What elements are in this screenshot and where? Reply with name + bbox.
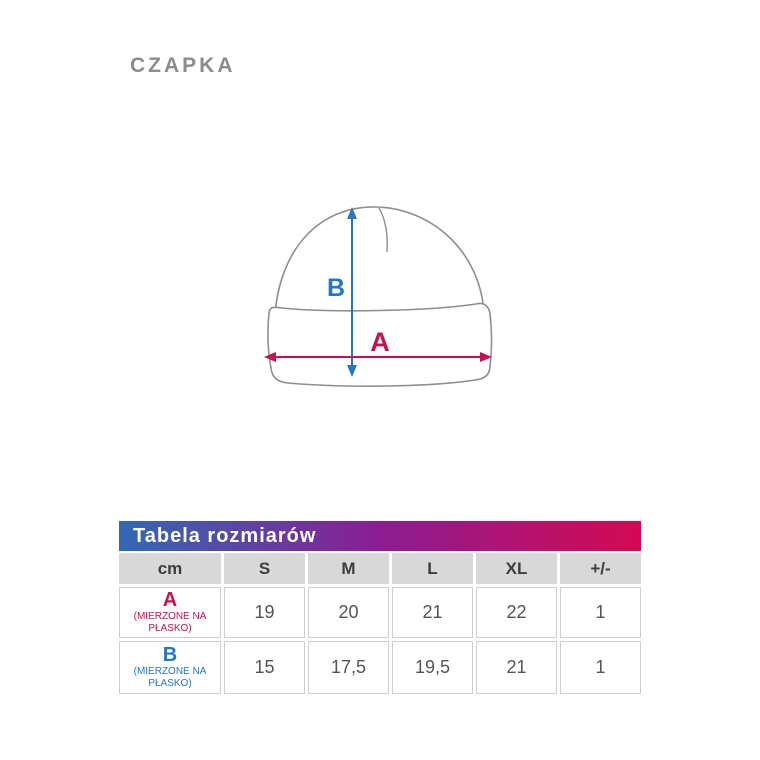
hat-outline-drawing [250, 190, 510, 400]
size-table-title: Tabela rozmiarów [119, 521, 641, 551]
row-b-sublabel: (MIERZONE NA PŁASKO) [133, 665, 207, 689]
row-a-sublabel: (MIERZONE NA PŁASKO) [133, 610, 207, 634]
value-a-m: 20 [308, 587, 389, 638]
row-a-label: A [162, 588, 178, 611]
column-header-s: S [224, 553, 305, 584]
value-b-m: 17,5 [308, 641, 389, 694]
row-b-label: B [162, 643, 178, 666]
hat-dome-outline [275, 207, 484, 315]
hat-seam-line [379, 208, 387, 252]
value-a-s: 19 [224, 587, 305, 638]
measurement-label-b: B [326, 274, 346, 302]
hat-diagram [250, 190, 510, 400]
row-a-header [119, 587, 221, 638]
value-b-tolerance: 1 [560, 641, 641, 694]
column-header-xl: XL [476, 553, 557, 584]
column-header-m: M [308, 553, 389, 584]
size-table-grid [119, 553, 641, 694]
row-b-header [119, 641, 221, 694]
value-b-l: 19,5 [392, 641, 473, 694]
value-a-xl: 22 [476, 587, 557, 638]
page-title: CZAPKA [130, 54, 236, 77]
value-b-s: 15 [224, 641, 305, 694]
column-header-cm: cm [119, 553, 221, 584]
value-b-xl: 21 [476, 641, 557, 694]
column-header-l: L [392, 553, 473, 584]
size-table [119, 521, 641, 694]
value-a-l: 21 [392, 587, 473, 638]
column-header-tolerance: +/- [560, 553, 641, 584]
value-a-tolerance: 1 [560, 587, 641, 638]
measurement-label-a: A [370, 327, 390, 357]
